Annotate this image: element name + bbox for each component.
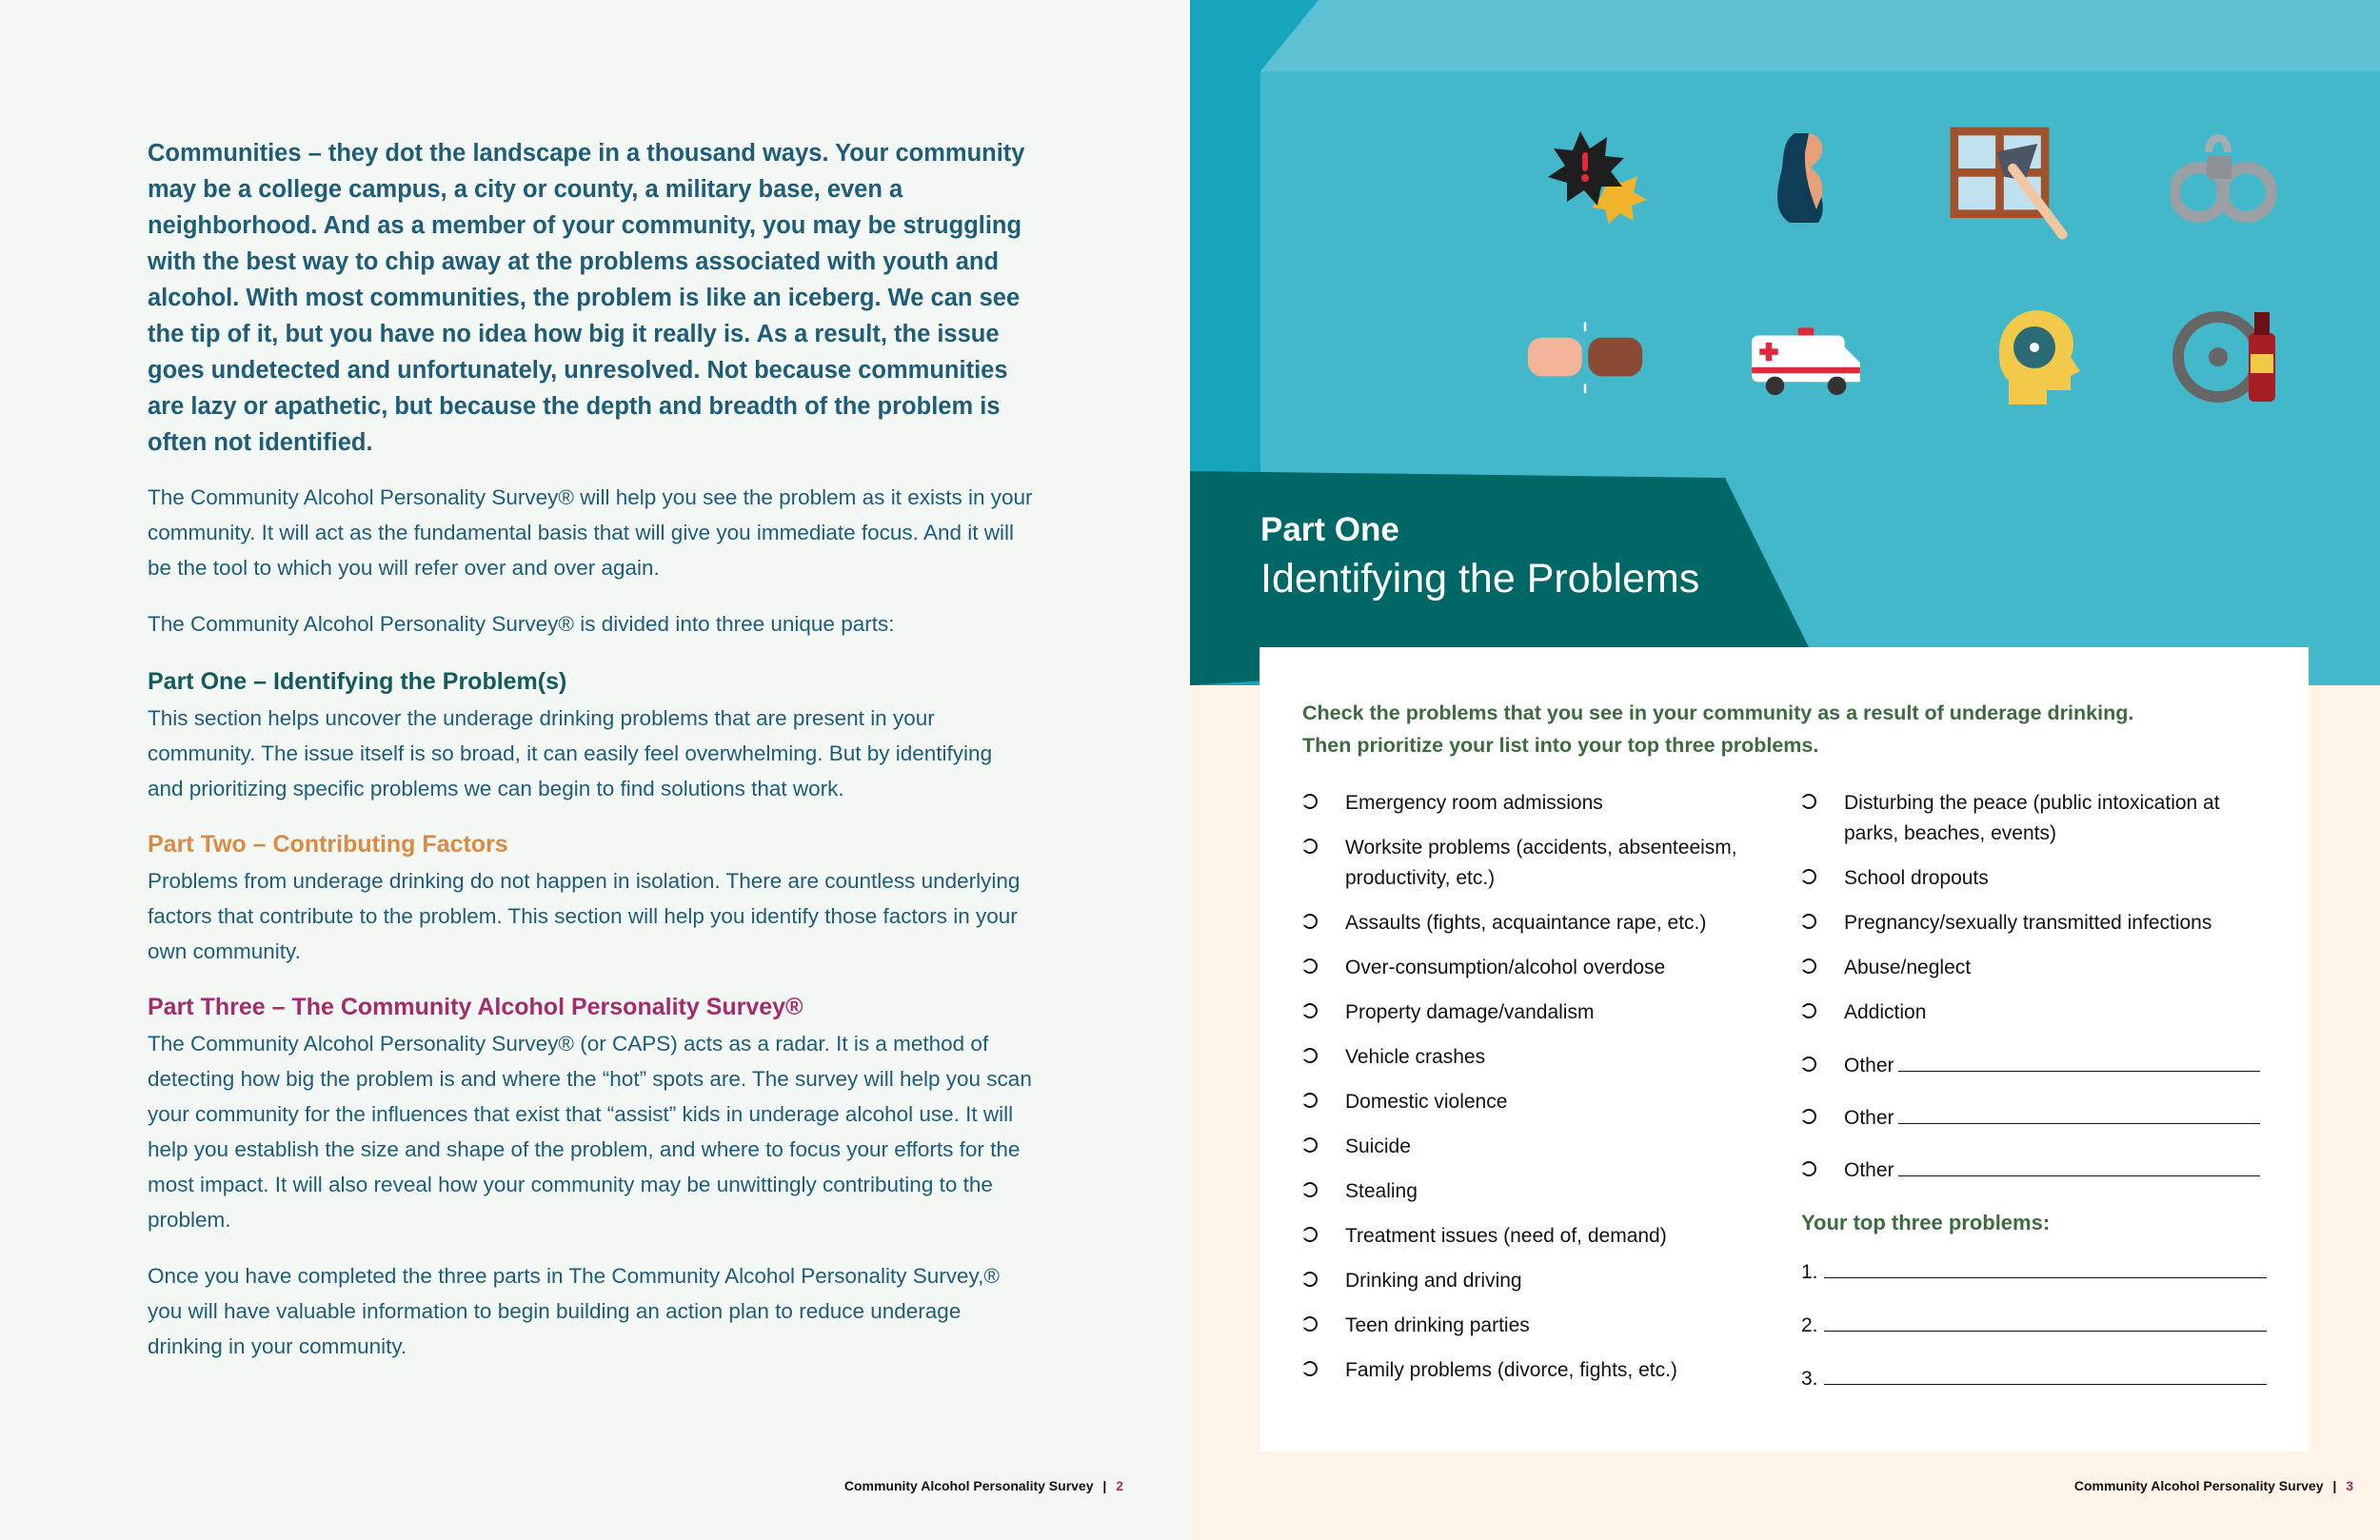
checklist-item[interactable]: Domestic violence [1302, 1087, 1759, 1117]
checklist-item[interactable]: Property damage/vandalism [1302, 997, 1759, 1028]
part-three-heading: Part Three – The Community Alcohol Personality Survey® [148, 994, 803, 1020]
other-item[interactable]: Other [1801, 1155, 2277, 1186]
top-problem-2[interactable]: 2. [1801, 1313, 2267, 1337]
checkbox-circle-icon[interactable] [1302, 1048, 1318, 1063]
checkbox-circle-icon[interactable] [1302, 1227, 1318, 1242]
checkbox-circle-icon[interactable] [1302, 958, 1318, 974]
page-footer [2074, 1478, 2353, 1493]
checklist-item[interactable]: Emergency room admissions [1302, 788, 1759, 819]
checkbox-circle-icon[interactable] [1302, 839, 1318, 854]
footer-separator: | [1102, 1478, 1107, 1493]
checkbox-circle-icon[interactable] [1302, 1093, 1318, 1108]
checkbox-circle-icon[interactable] [1801, 1003, 1816, 1018]
checklist-item[interactable]: Assaults (fights, acquaintance rape, etc.) [1302, 908, 1759, 938]
checklist-item[interactable]: Treatment issues (need of, demand) [1302, 1221, 1759, 1252]
other-item[interactable]: Other [1801, 1103, 2277, 1134]
part-one-text: This section helps uncover the underage drinking problems that are present in your community. The issue itself is so broad, it can easily feel overwhelming. But by identifying and prioritizing specific problems we can begin to find solutions that work. [148, 706, 993, 800]
broken-window-icon [1947, 119, 2071, 243]
footer-separator: | [2332, 1478, 2337, 1493]
checklist-item[interactable]: Family problems (divorce, fights, etc.) [1302, 1355, 1759, 1386]
steering-wheel-bottle-icon [2171, 295, 2294, 419]
instructions-line-2: Then prioritize your list into your top three problems. [1302, 734, 1819, 757]
other-input-line[interactable] [1898, 1156, 2260, 1176]
top-three-heading: Your top three problems: [1801, 1211, 2051, 1234]
top-problem-1[interactable]: 1. [1801, 1260, 2267, 1284]
checklist-item[interactable]: Disturbing the peace (public intoxication at parks, beaches, events) [1801, 788, 2263, 849]
part-three-section [148, 990, 1033, 1237]
checkbox-circle-icon[interactable] [1801, 1056, 1816, 1072]
checkbox-circle-icon[interactable] [1302, 914, 1318, 929]
checkbox-circle-icon[interactable] [1302, 794, 1318, 809]
page-number: 2 [1116, 1478, 1123, 1493]
checkbox-circle-icon[interactable] [1801, 794, 1816, 809]
checklist-instructions [1302, 697, 2159, 761]
checkbox-circle-icon[interactable] [1302, 1316, 1318, 1332]
checkbox-circle-icon[interactable] [1801, 1161, 1816, 1176]
checklist-item[interactable]: Drinking and driving [1302, 1266, 1759, 1296]
checkbox-circle-icon[interactable] [1302, 1361, 1318, 1376]
footer-title: Community Alcohol Personality Survey [2073, 1478, 2324, 1493]
closing-paragraph: Once you have completed the three parts in The Community Alcohol Personality Survey,® you will have valuable information to begin building an action plan to reduce underage drinking in your community. [148, 1264, 1000, 1358]
checklist-item[interactable]: Abuse/neglect [1801, 953, 2277, 983]
checkbox-circle-icon[interactable] [1302, 1137, 1318, 1153]
page-footer [844, 1478, 1123, 1493]
checklist-item[interactable]: School dropouts [1801, 863, 2277, 894]
head-gauge-icon [1980, 295, 2104, 419]
checklist-item[interactable]: Addiction [1801, 997, 2277, 1028]
part-title: Identifying the Problems [1260, 556, 1700, 602]
checkbox-circle-icon[interactable] [1801, 1109, 1816, 1124]
problem-checklist-card [1259, 647, 2309, 1451]
part-label: Part One [1260, 511, 1399, 548]
checklist-item[interactable]: Over-consumption/alcohol overdose [1302, 953, 1759, 983]
checklist-item[interactable]: Pregnancy/sexually transmitted infections [1801, 908, 2277, 938]
other-input-line[interactable] [1898, 1052, 2260, 1072]
part-two-heading: Part Two – Contributing Factors [148, 831, 508, 858]
checklist-item[interactable]: Suicide [1302, 1132, 1759, 1162]
checkbox-circle-icon[interactable] [1801, 958, 1816, 974]
top-problem-line[interactable] [1824, 1260, 2267, 1278]
checkbox-circle-icon[interactable] [1801, 914, 1816, 929]
checklist-item[interactable]: Vehicle crashes [1302, 1042, 1759, 1073]
checklist-item[interactable]: Worksite problems (accidents, absenteeism, productivity, etc.) [1302, 833, 1759, 894]
checkbox-circle-icon[interactable] [1302, 1272, 1318, 1287]
checkbox-circle-icon[interactable] [1302, 1182, 1318, 1197]
right-page [1190, 0, 2380, 1540]
other-item[interactable]: Other [1801, 1051, 2277, 1081]
top-problem-3[interactable]: 3. [1801, 1367, 2267, 1391]
footer-title: Community Alcohol Personality Survey [843, 1478, 1094, 1493]
ambulance-icon [1744, 305, 1868, 428]
part-two-text: Problems from underage drinking do not happen in isolation. There are countless underlying factors that contribute to the problem. This section will help you identify those factors in your own community. [148, 869, 1021, 963]
part-two-section [148, 827, 1033, 969]
lead-paragraph: Communities – they dot the landscape in a thousand ways. Your community may be a college campus, a city or county, a military base, even a neighborhood. And as a member of your community, you may be struggling with the best way to chip away at the problems associated with youth and alcohol. With most communities, the problem is like an iceberg. We can see the tip of it, but you have no idea how big it really is. As a result, the issue goes undetected and unfortunately, unresolved. Not because communities are lazy or apathetic, but because the depth and breadth of the problem is often not identified. [148, 140, 1025, 456]
top-problem-line[interactable] [1824, 1313, 2267, 1332]
left-page-content [148, 135, 1033, 1385]
checkbox-circle-icon[interactable] [1302, 1003, 1318, 1018]
intro-parts-sentence: The Community Alcohol Personality Survey® is divided into three unique parts: [148, 612, 895, 636]
checklist-item[interactable]: Stealing [1302, 1176, 1759, 1207]
intro-paragraph: The Community Alcohol Personality Survey® will help you see the problem as it exists in your community. It will act as the fundamental basis that will give you immediate focus. And it will be the tool to which you will refer over and over again. [148, 485, 1033, 580]
part-one-section [148, 664, 1033, 806]
page-number: 3 [2346, 1478, 2353, 1493]
explosion-icon [1542, 124, 1666, 247]
part-one-heading: Part One – Identifying the Problem(s) [148, 668, 567, 695]
part-three-text: The Community Alcohol Personality Survey® (or CAPS) acts as a radar. It is a method of detecting how big the problem is and where the “hot” spots are. The survey will help you scan your community for the influences that exist that “assist” kids in underage alcohol use. It will help you establish the size and shape of the problem, and where to focus your efforts for the most impact. It will also reveal how your community may be unwittingly contributing to the problem. [148, 1032, 1032, 1232]
checkbox-circle-icon[interactable] [1801, 869, 1816, 884]
fist-bump-icon [1523, 295, 1647, 419]
other-input-line[interactable] [1898, 1104, 2260, 1124]
pregnant-woman-icon [1752, 124, 1875, 247]
problems-list-left [1302, 788, 1759, 1386]
handcuffs-icon [2171, 124, 2294, 247]
problems-list-right [1801, 788, 2277, 1186]
checklist-item[interactable]: Teen drinking parties [1302, 1311, 1759, 1341]
instructions-line-1: Check the problems that you see in your community as a result of underage drinking. [1302, 701, 2134, 724]
top-problem-line[interactable] [1824, 1367, 2267, 1385]
